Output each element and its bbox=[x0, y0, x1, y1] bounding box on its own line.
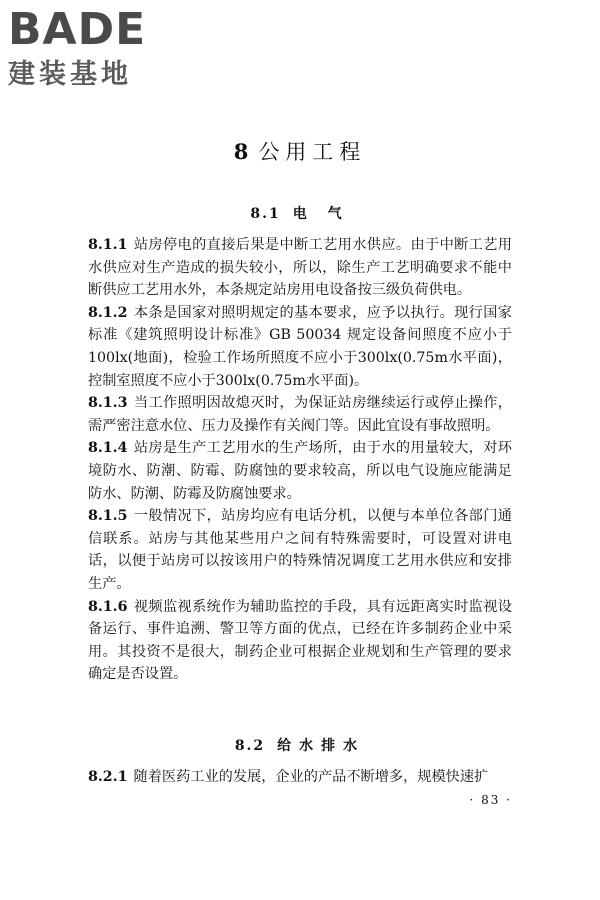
clause-text: 本条是国家对照明规定的基本要求，应予以执行。现行国家标准《建筑照明设计标准》GB 50034 规定设备间照度不应小于100lx(地面)，检验工作场所照度不应小于300lx(0.75m水平面)，控制室照度不应小于300lx(0.75m水平面)。 bbox=[88, 304, 512, 389]
section-number: 8.1 bbox=[250, 206, 281, 222]
section-8-2-body bbox=[88, 766, 512, 789]
section-name: 给水排水 bbox=[277, 738, 366, 754]
clause-text: 视频监视系统作为辅助监控的手段，具有远距离实时监视设备运行、事件追溯、警卫等方面的优点，已经在许多制药企业中采用。其投资不是很大，制药企业可根据企业规划和生产管理的要求确定是否设置。 bbox=[88, 598, 512, 683]
paragraph bbox=[88, 234, 512, 302]
logo-subtitle: 建装基地 bbox=[8, 59, 132, 90]
paragraph bbox=[88, 505, 512, 595]
clause-text: 随着医药工业的发展，企业的产品不断增多，规模快速扩 bbox=[133, 769, 489, 785]
section-name: 电 气 bbox=[292, 206, 350, 222]
clause-text: 站房停电的直接后果是中断工艺用水供应。由于中断工艺用水供应对生产造成的损失较小，所以，除生产工艺明确要求不能中断供应工艺用水外，本条规定站房用电设备按三级负荷供电。 bbox=[88, 237, 512, 299]
paragraph bbox=[88, 437, 512, 505]
clause-number: 8.1.4 bbox=[88, 440, 128, 457]
section-heading-8-2 bbox=[0, 735, 600, 755]
paragraph bbox=[88, 302, 512, 392]
page-number: · 83 · bbox=[469, 793, 512, 807]
section-heading-8-1 bbox=[0, 203, 600, 223]
paragraph bbox=[88, 766, 512, 789]
clause-text: 一般情况下，站房均应有电话分机，以便与本单位各部门通信联系。站房与其他某些用户之间有特殊需要时，可设置对讲电话，以便于站房可以按该用户的特殊情况调度工艺用水供应和安排生产。 bbox=[88, 508, 512, 592]
clause-number: 8.1.1 bbox=[88, 237, 128, 253]
logo-mark: BADE bbox=[8, 4, 147, 55]
clause-number: 8.1.2 bbox=[88, 304, 128, 321]
clause-number: 8.1.6 bbox=[88, 598, 128, 615]
section-number: 8.2 bbox=[234, 738, 266, 754]
chapter-title bbox=[0, 136, 600, 166]
paragraph bbox=[88, 596, 512, 686]
chapter-number: 8 bbox=[233, 139, 249, 164]
chapter-name: 公用工程 bbox=[258, 140, 367, 164]
clause-text: 当工作照明因故熄灭时，为保证站房继续运行或停止操作，需严密注意水位、压力及操作有关阀门等。因此宜设有事故照明。 bbox=[88, 395, 512, 434]
bade-logo bbox=[8, 6, 178, 92]
section-8-1-body bbox=[88, 234, 512, 686]
paragraph bbox=[88, 392, 512, 437]
clause-number: 8.1.3 bbox=[88, 395, 128, 412]
clause-number: 8.1.5 bbox=[88, 508, 128, 525]
clause-number: 8.2.1 bbox=[88, 769, 128, 785]
clause-text: 站房是生产工艺用水的生产场所，由于水的用量较大，对环境防水、防潮、防霉、防腐蚀的要求较高，所以电气设施应能满足防水、防潮、防霉及防腐蚀要求。 bbox=[88, 440, 512, 502]
